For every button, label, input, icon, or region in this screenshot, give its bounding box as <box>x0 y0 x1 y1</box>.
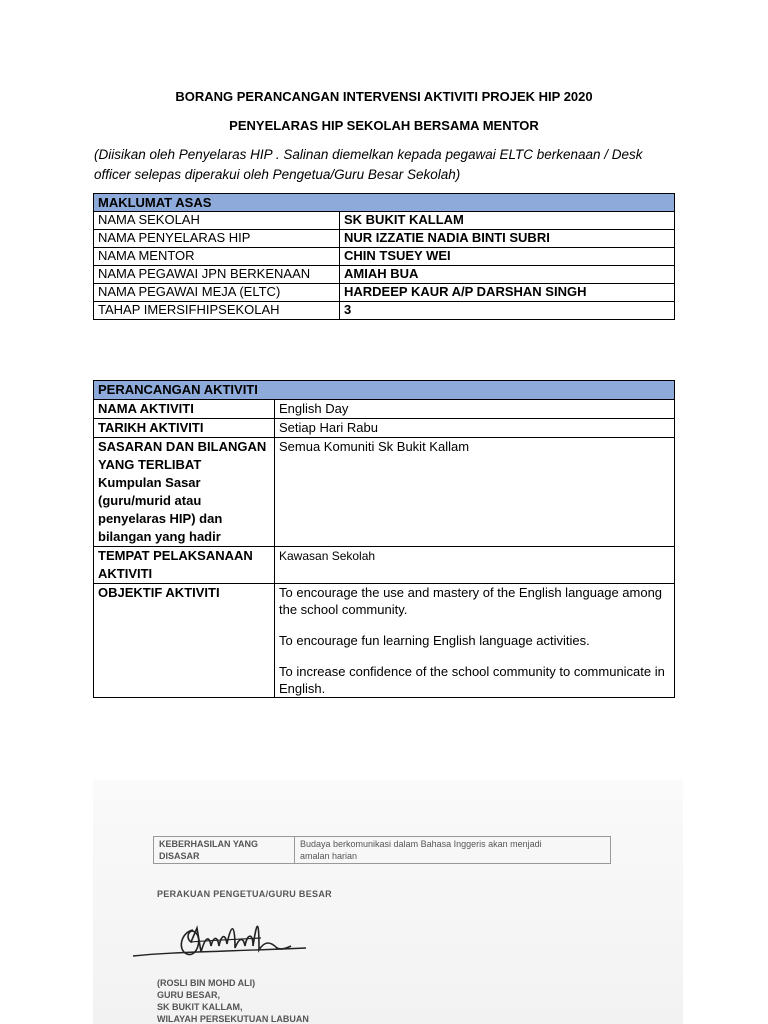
nama-aktiviti-label: NAMA AKTIVITI <box>94 400 275 419</box>
row-value: NUR IZZATIE NADIA BINTI SUBRI <box>340 230 675 248</box>
keberhasilan-table <box>153 836 611 864</box>
row-label: NAMA PENYELARAS HIP <box>94 230 340 248</box>
row-label: NAMA PEGAWAI JPN BERKENAAN <box>94 266 340 284</box>
maklumat-asas-table <box>93 193 675 320</box>
row-label: NAMA MENTOR <box>94 248 340 266</box>
form-subtitle: PENYELARAS HIP SEKOLAH BERSAMA MENTOR <box>229 118 539 133</box>
objektif-item: To encourage the use and mastery of the English language among the school community. <box>279 585 663 617</box>
tempat-label <box>94 547 275 584</box>
note-line-1: (Diisikan oleh Penyelaras HIP . Salinan diemelkan kepada pegawai ELTC berkenaan / Desk <box>94 147 643 162</box>
tempat-label-line: TEMPAT PELAKSANAAN <box>98 548 253 563</box>
perancangan-aktiviti-table <box>93 380 675 698</box>
table-row <box>94 266 675 284</box>
instruction-note <box>94 145 684 185</box>
signatory-role: GURU BESAR, <box>157 990 221 1000</box>
nama-aktiviti-value: English Day <box>275 400 675 419</box>
table-row <box>94 302 675 320</box>
table-row <box>94 400 675 419</box>
row-label: NAMA PEGAWAI MEJA (ELTC) <box>94 284 340 302</box>
sasaran-label-line: SASARAN DAN BILANGAN <box>98 439 267 454</box>
sasaran-value: Semua Komuniti Sk Bukit Kallam <box>275 438 675 547</box>
row-value: CHIN TSUEY WEI <box>340 248 675 266</box>
note-line-2: officer selepas diperakui oleh Pengetua/Guru Besar Sekolah) <box>94 167 461 182</box>
keberhasilan-label <box>154 837 295 864</box>
table-row <box>94 584 675 698</box>
table-row <box>94 438 675 547</box>
tempat-label-line: AKTIVITI <box>98 566 153 581</box>
sasaran-label-line: YANG TERLIBAT <box>98 457 202 472</box>
sasaran-label-line: bilangan yang hadir <box>98 529 221 544</box>
handwritten-signature <box>131 908 311 970</box>
objektif-label: OBJEKTIF AKTIVITI <box>94 584 275 698</box>
table-row <box>94 547 675 584</box>
signatory-block <box>157 977 309 1024</box>
row-value: SK BUKIT KALLAM <box>340 212 675 230</box>
keberhasilan-label-line: KEBERHASILAN YANG <box>159 839 259 849</box>
sasaran-label-line: Kumpulan Sasar <box>98 475 201 490</box>
signatory-name: (ROSLI BIN MOHD ALI) <box>157 978 256 988</box>
table-row <box>94 212 675 230</box>
perancangan-header: PERANCANGAN AKTIVITI <box>94 381 675 400</box>
row-label: NAMA SEKOLAH <box>94 212 340 230</box>
keberhasilan-label-line: DISASAR <box>159 851 200 861</box>
row-value: AMIAH BUA <box>340 266 675 284</box>
objektif-value <box>275 584 675 698</box>
table-row <box>154 837 611 864</box>
scanned-signature-section <box>93 780 683 1024</box>
table-row <box>94 419 675 438</box>
objektif-item: To increase confidence of the school community to communicate in English. <box>279 664 665 696</box>
row-value: 3 <box>340 302 675 320</box>
perakuan-heading: PERAKUAN PENGETUA/GURU BESAR <box>157 889 332 899</box>
form-title: BORANG PERANCANGAN INTERVENSI AKTIVITI PROJEK HIP 2020 <box>175 89 593 104</box>
row-value: HARDEEP KAUR A/P DARSHAN SINGH <box>340 284 675 302</box>
sasaran-label-line: penyelaras HIP) dan <box>98 511 223 526</box>
objektif-item: To encourage fun learning English language activities. <box>279 633 590 648</box>
signatory-region: WILAYAH PERSEKUTUAN LABUAN <box>157 1014 309 1024</box>
sasaran-label-line: (guru/murid atau <box>98 493 202 508</box>
row-label: TAHAP IMERSIFHIPSEKOLAH <box>94 302 340 320</box>
keberhasilan-value-line: Budaya berkomunikasi dalam Bahasa Inggeris akan menjadi <box>300 839 542 849</box>
sasaran-label <box>94 438 275 547</box>
tarikh-aktiviti-label: TARIKH AKTIVITI <box>94 419 275 438</box>
maklumat-header: MAKLUMAT ASAS <box>94 194 675 212</box>
table-row <box>94 284 675 302</box>
tempat-value: Kawasan Sekolah <box>275 547 675 584</box>
table-row <box>94 248 675 266</box>
signatory-school: SK BUKIT KALLAM, <box>157 1002 243 1012</box>
table-row <box>94 230 675 248</box>
tarikh-aktiviti-value: Setiap Hari Rabu <box>275 419 675 438</box>
keberhasilan-value <box>295 837 611 864</box>
keberhasilan-value-line: amalan harian <box>300 851 358 861</box>
